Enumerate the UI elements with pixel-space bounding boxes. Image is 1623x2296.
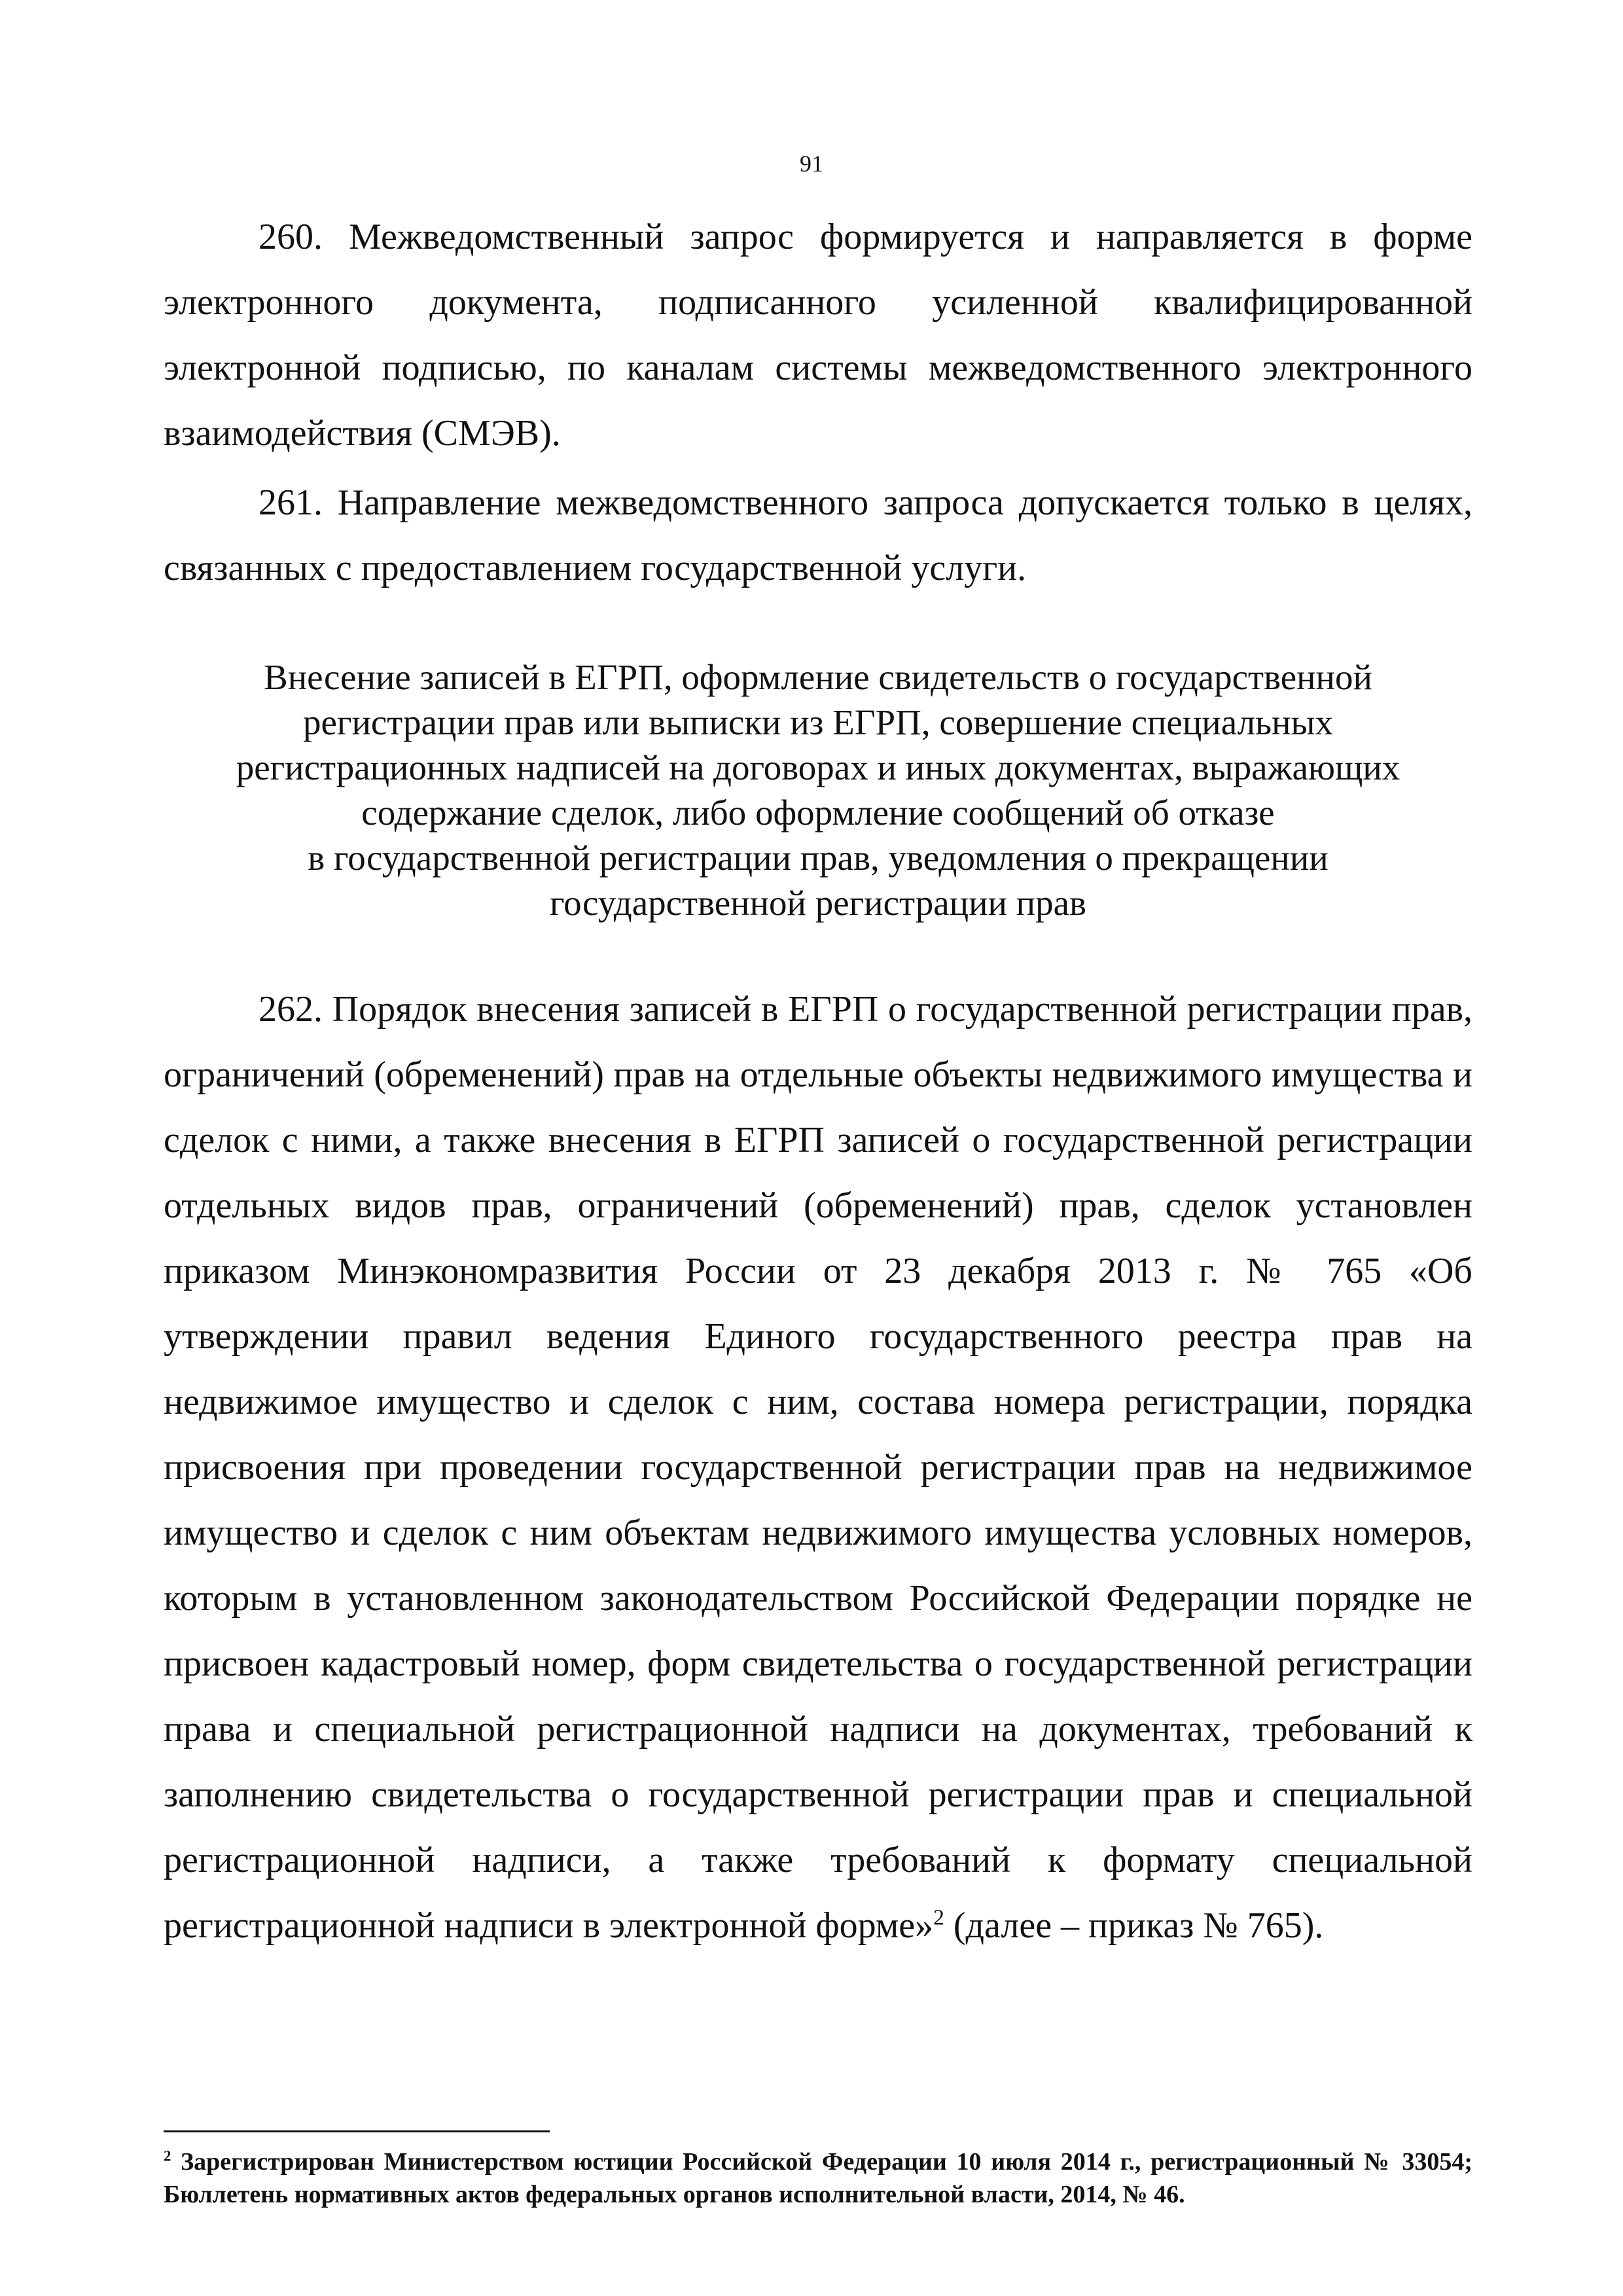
section-heading-line: государственной регистрации прав [549, 883, 1087, 923]
footnote-reference[interactable]: 2 [933, 1905, 944, 1930]
paragraph-261: 261. Направление межведомственного запроса допускается только в целях, связанных с предоставлением государственной услуги. [164, 482, 1472, 588]
footnote-separator [164, 2130, 550, 2132]
section-heading-line: содержание сделок, либо оформление сообщений об отказе [361, 793, 1275, 833]
section-heading-line: в государственной регистрации прав, уведомления о прекращении [308, 838, 1329, 878]
paragraph-260: 260. Межведомственный запрос формируется и направляется в форме электронного документа, подписанного усиленной квалифицированной электронной подписью, по каналам системы межведомственного электронного взаимодействия (СМЭВ). [164, 217, 1472, 454]
section-heading-line: регистрации прав или выписки из ЕГРП, совершение специальных [302, 702, 1334, 742]
section-heading-line: Внесение записей в ЕГРП, оформление свидетельств о государственной [264, 657, 1372, 697]
section-heading-line: регистрационных надписей на договорах и иных документах, выражающих [236, 747, 1400, 787]
paragraph-262-tail: (далее – приказ № 765). [944, 1905, 1324, 1946]
section-heading [164, 655, 1472, 925]
page-number: 91 [800, 151, 823, 177]
footnote-text: Зарегистрирован Министерством юстиции Российской Федерации 10 июля 2014 г., регистрационный № 33054; Бюллетень нормативных актов федеральных органов исполнительной власти, 2014, № 46. [164, 2148, 1472, 2208]
paragraph-262-text: 262. Порядок внесения записей в ЕГРП о государственной регистрации прав, ограничений (обременений) прав на отдельные объекты недвижимого имущества и сделок с ними, а также внесения в ЕГРП записей о государственной регистрации отдельных видов прав, ограничений (обременений) прав, сделок установлен приказом Минэкономразвития России от 23 декабря 2013 г. № 765 «Об утверждении правил ведения Единого государственного реестра прав на недвижимое имущество и сделок с ним, состава номера регистрации, порядка присвоения при проведении государственной регистрации прав на недвижимое имущество и сделок с ним объектам недвижимого имущества условных номеров, которым в установленном законодательством Российской Федерации порядке не присвоен кадастровый номер, форм свидетельства о государственной регистрации права и специальной регистрационной надписи на документах, требований к заполнению свидетельства о государственной регистрации прав и специальной регистрационной надписи, а также требований к формату специальной регистрационной надписи в электронной форме» [164, 989, 1472, 1946]
document-body [164, 204, 1472, 1958]
paragraph-262 [164, 977, 1472, 1958]
footnote-marker: 2 [164, 2147, 171, 2164]
footnote [164, 2145, 1472, 2211]
